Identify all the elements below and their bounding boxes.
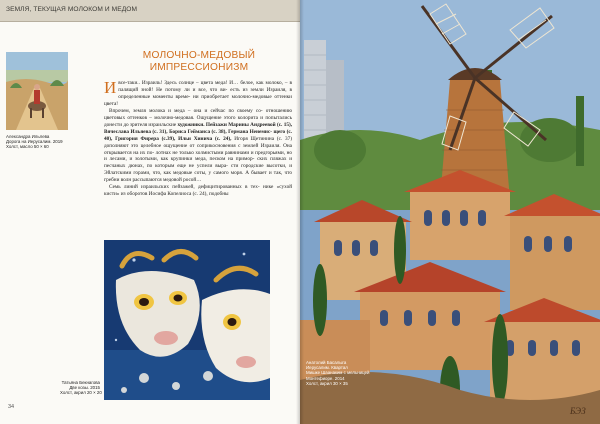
caption-right xyxy=(306,360,376,386)
body-line: как молоко, – в палящий зной! Не потому ли и все, что ви- xyxy=(118,80,292,93)
section-title: ЗЕМЛЯ, ТЕКУЩАЯ МОЛОКОМ И МЕДОМ xyxy=(6,6,138,13)
body-line: все-таки.. Израиль! Здесь солнце – цвета меда! И… белое, xyxy=(118,80,255,86)
article-body xyxy=(104,80,292,198)
caption-title-cont: Мишке Шаанаким с мельницей xyxy=(306,370,370,376)
paragraph-3 xyxy=(104,184,292,198)
body-line: нике «сухой кисти» из оборотов Иосифа Копелиоса (с. 24), подобны xyxy=(104,184,293,198)
body-line: есть из земли Израиля, в определенные моменты време- xyxy=(118,86,292,100)
body-line: щего (с. 40), Григория Фирера (с.39), Ильи Хинича (с. 24), xyxy=(104,128,292,142)
paragraph-2 xyxy=(104,108,292,184)
body-line: соприкосновения с землей Израиля. Она открывается на их по- xyxy=(104,142,293,156)
caption-year: Монтефиоре. 2014 xyxy=(306,375,345,381)
body-line: Игоря Щетинина (с. 37) дополняют это целебное ощущение от xyxy=(104,135,293,149)
paragraph-1 xyxy=(104,80,292,108)
body-line: сти городские высотки, и Эйлатскими горами, что, как медовые xyxy=(104,163,293,177)
section-header xyxy=(0,0,300,22)
body-line: лесами, и золотыми, как крупинки меда, песком на примор- xyxy=(109,156,255,163)
body-line: ских пляжах и песчаных дюнах, по которым еще не успели выра- xyxy=(104,156,293,170)
caption-medium: Холст, акрил 30 × 35 xyxy=(306,380,348,386)
body-line: этого колорита и попытались донести до зрителя израильские xyxy=(104,114,292,128)
caption-artist: Александра Ильлева xyxy=(6,134,50,139)
body-line: художники. Пейзажи Марины Андреевой (с. 15), Вячеслава xyxy=(104,121,293,135)
painting-road-to-jerusalem xyxy=(6,52,68,130)
caption-goats xyxy=(60,380,100,396)
caption-title: Дорога на Иерусалим. 2019 xyxy=(6,139,63,145)
page-number: 34 xyxy=(8,404,15,410)
body-line: Семь линий израильских пейзажей, дефицитированных в тех- xyxy=(109,184,260,191)
body-line: рассыпаются медовой росой… xyxy=(132,177,202,184)
caption-medium: Холст, масло 50 × 60 xyxy=(6,144,49,150)
caption-artist: Татьяна Бекнагова xyxy=(61,380,100,385)
body-line: ни приобретает молочно-медовые оттенки цвета! xyxy=(104,93,292,107)
spine-gutter xyxy=(296,0,304,424)
caption-medium: Холст, акрил 20 × 20 xyxy=(60,390,102,396)
body-line: соты, у самого моря. А бывает и так, что гребни волн xyxy=(104,170,292,184)
body-line: Впрочем, земля молока и меда – она и сейчас по своему со- xyxy=(109,107,263,114)
body-line: Ильяева (с. 31), Бориса Гейманса (с. 38), Германа Ненемис- xyxy=(130,128,273,135)
article-title xyxy=(104,50,294,74)
body-line: лотнах не только холмистыми равнинами и предгорьями, но и xyxy=(104,149,293,163)
header-divider xyxy=(0,21,300,22)
caption-artist: Анатолий Басалыга xyxy=(306,360,347,365)
body-line: отношению цветовых оттенков – молочно-медовая. Ощущение xyxy=(104,107,292,121)
article-title-line-1: МОЛОЧНО-МЕДОВЫЙ xyxy=(142,50,256,61)
caption-left-top xyxy=(6,134,76,150)
caption-title: Иерусалим. Квартал xyxy=(306,365,348,371)
artist-signature: БЭЗ xyxy=(570,406,586,416)
right-page xyxy=(300,0,600,424)
caption-title: Две козы. 2015 xyxy=(69,385,100,391)
drop-cap: И xyxy=(104,78,117,97)
article-title-line-2: ИМПРЕССИОНИЗМ xyxy=(149,62,249,73)
painting-two-goats xyxy=(104,240,270,400)
